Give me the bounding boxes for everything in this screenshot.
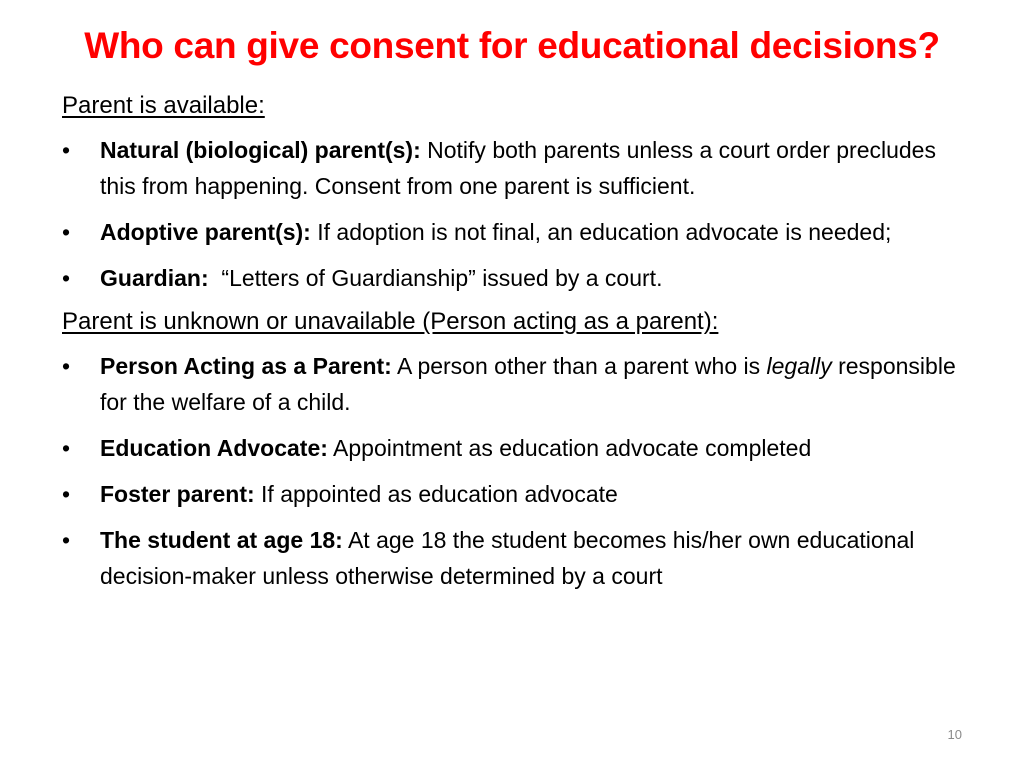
bullet-text: Notify both parents unless a court order precludes this from happening. Consent from one parent is sufficient. xyxy=(100,137,936,199)
bullet-icon: • xyxy=(62,435,71,461)
bullet-list-parent-available xyxy=(62,132,972,296)
bullet-term: Education Advocate: xyxy=(100,435,328,461)
bullet-text: Appointment as education advocate completed xyxy=(327,435,812,461)
bullet-text: If adoption is not final, an education advocate is needed; xyxy=(310,219,892,245)
list-item xyxy=(62,214,972,250)
bullet-emphasis: legally xyxy=(766,353,832,379)
bullet-icon: • xyxy=(62,353,71,379)
bullet-term: The student at age 18: xyxy=(100,527,343,553)
bullet-term: Person Acting as a Parent: xyxy=(100,353,392,379)
slide-title: Who can give consent for educational decisions? xyxy=(84,25,940,66)
section-heading-parent-available: Parent is available: xyxy=(62,92,265,119)
bullet-icon: • xyxy=(62,219,71,245)
page-number: 10 xyxy=(947,727,962,742)
bullet-term: Guardian: xyxy=(100,265,209,291)
list-item xyxy=(62,348,972,420)
bullet-text: If appointed as education advocate xyxy=(254,481,618,507)
bullet-icon: • xyxy=(62,527,71,553)
list-item xyxy=(62,522,972,594)
bullet-icon: • xyxy=(62,265,71,291)
bullet-icon: • xyxy=(62,137,71,163)
bullet-term: Adoptive parent(s): xyxy=(100,219,311,245)
bullet-text: A person other than a parent who is xyxy=(391,353,767,379)
bullet-text: At age 18 the student becomes his/her own educational decision-maker unless otherwise determined by a court xyxy=(100,527,915,589)
bullet-text: “Letters of Guardianship” issued by a court. xyxy=(208,265,663,291)
slide-content xyxy=(62,90,972,604)
bullet-list-parent-unavailable xyxy=(62,348,972,594)
bullet-term: Foster parent: xyxy=(100,481,255,507)
list-item xyxy=(62,132,972,204)
bullet-term: Natural (biological) parent(s): xyxy=(100,137,421,163)
bullet-text-after: responsible for the welfare of a child. xyxy=(100,353,956,415)
list-item xyxy=(62,430,972,466)
section-heading-parent-unavailable: Parent is unknown or unavailable (Person acting as a parent): xyxy=(62,308,719,335)
list-item xyxy=(62,260,972,296)
bullet-icon: • xyxy=(62,481,71,507)
list-item xyxy=(62,476,972,512)
